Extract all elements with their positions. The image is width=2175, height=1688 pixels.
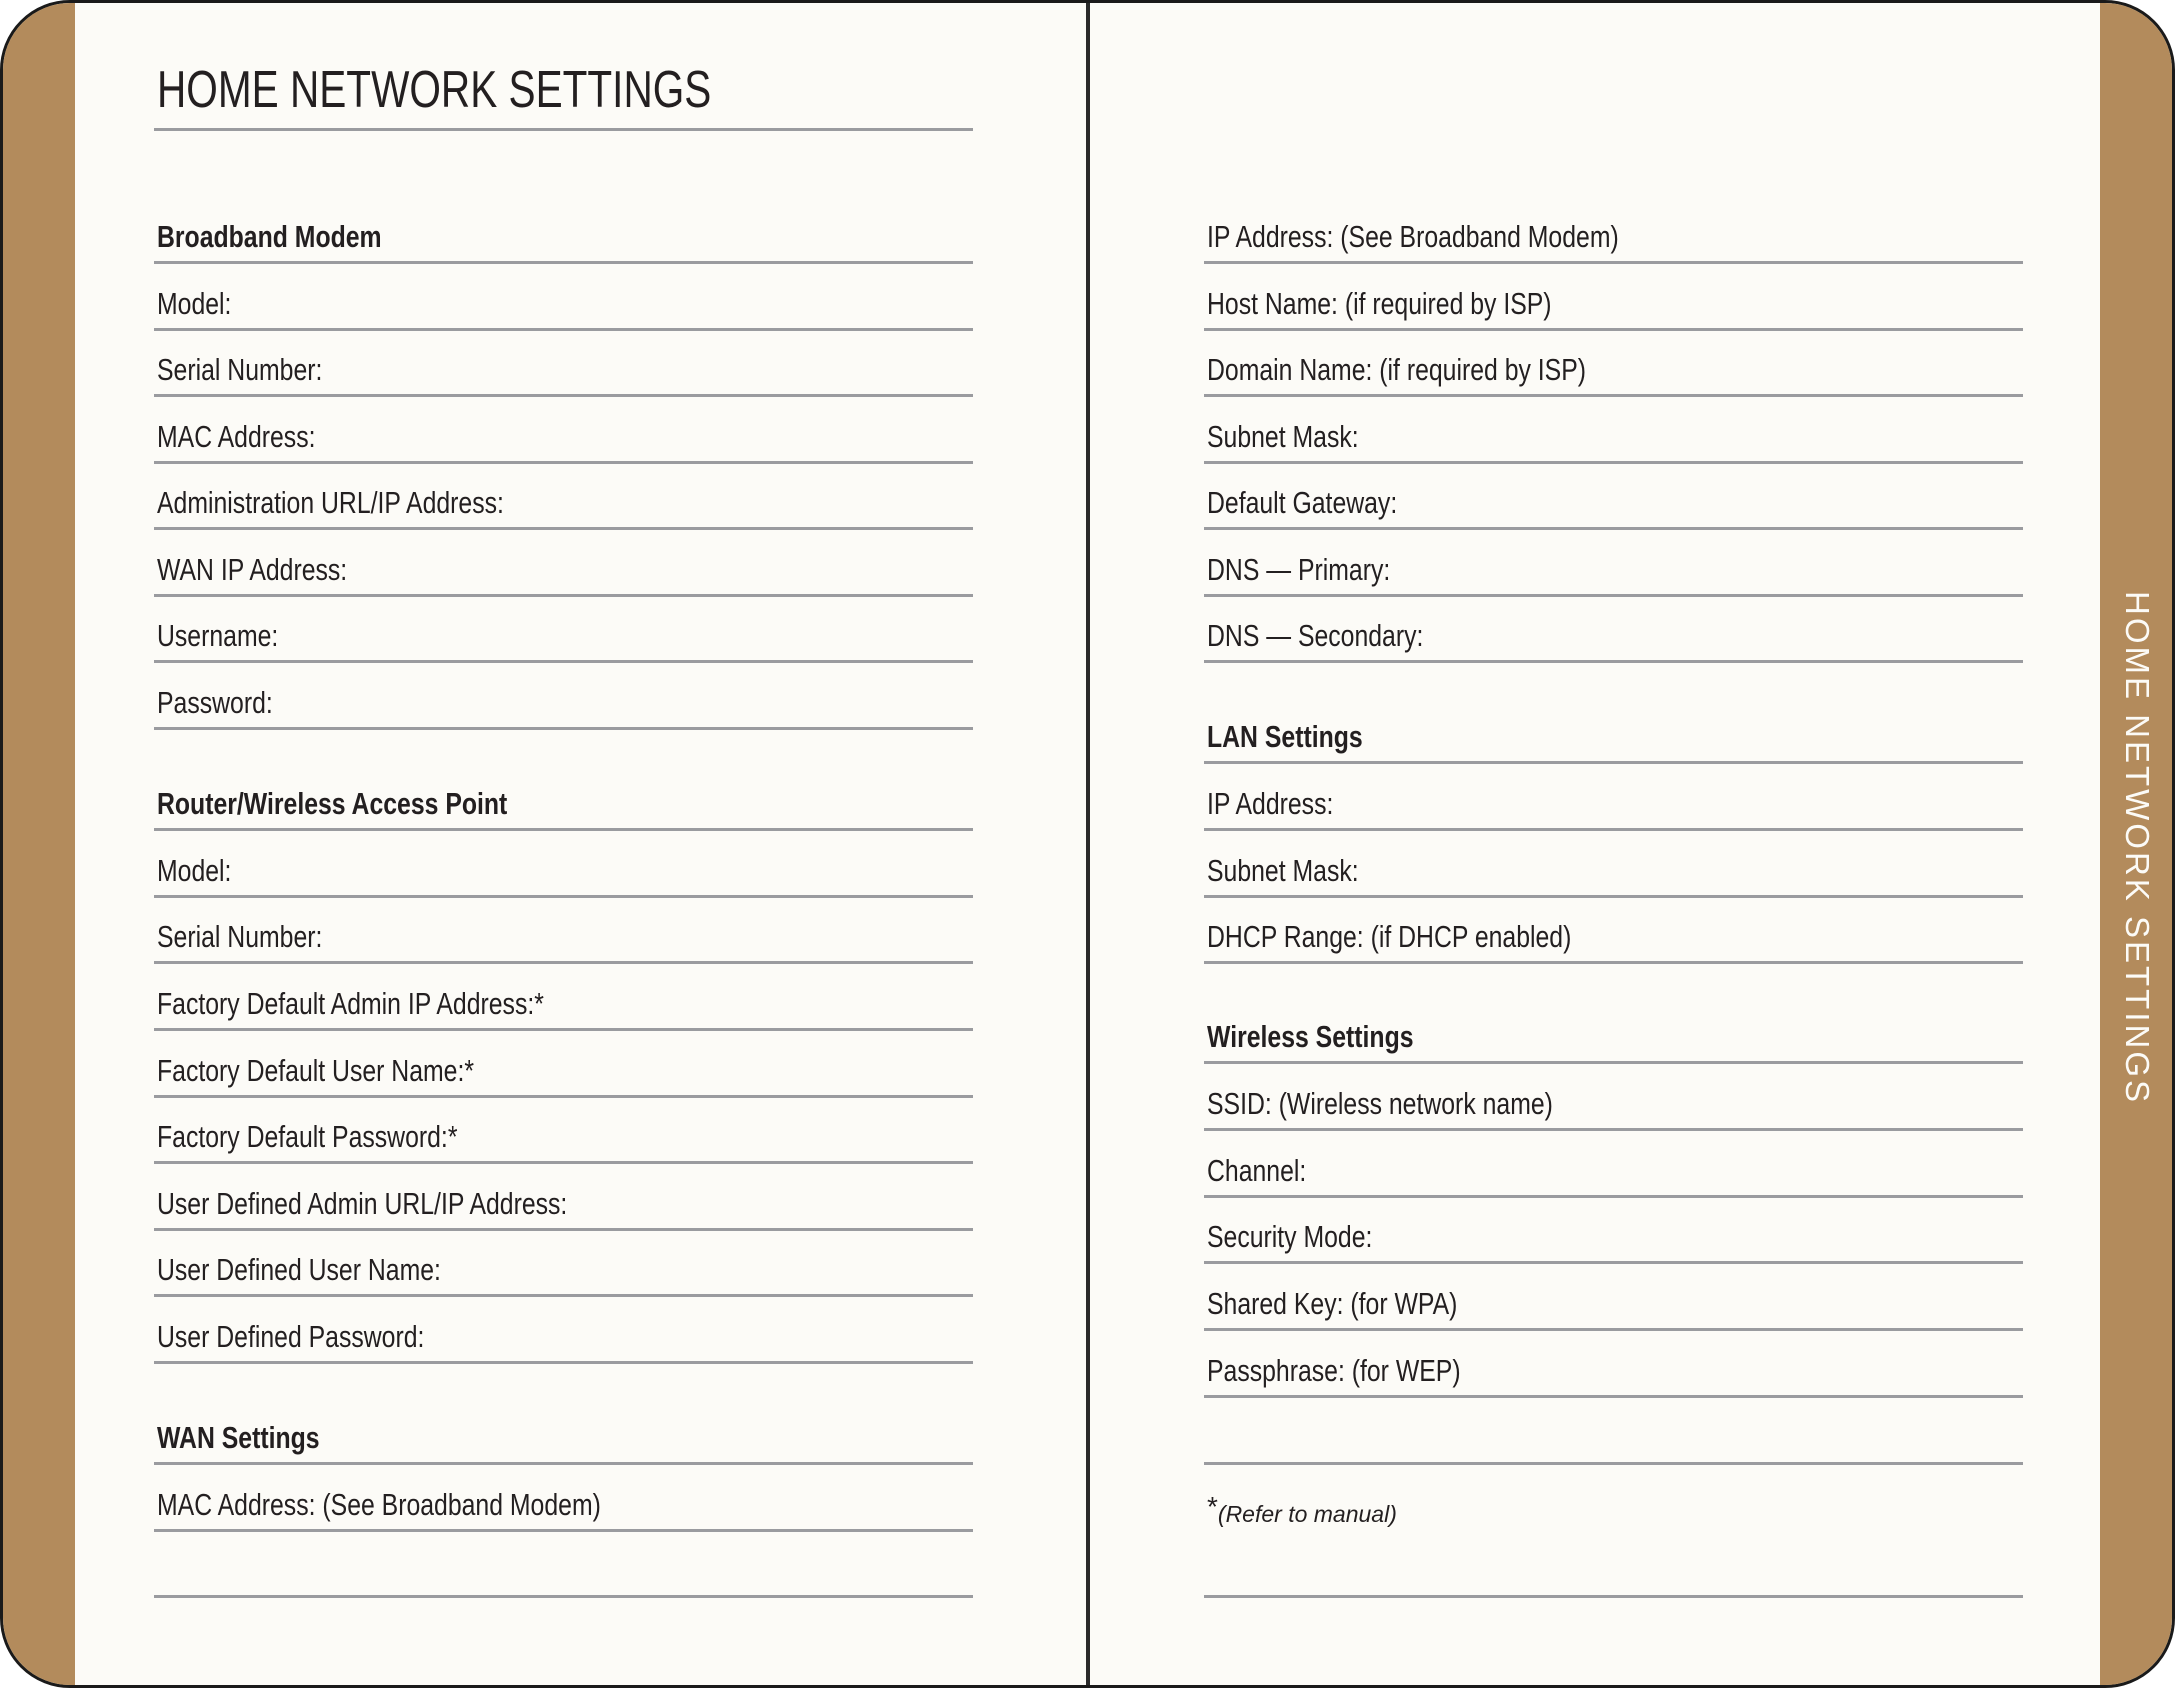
field-label: Domain Name: (if required by ISP) bbox=[1207, 352, 1587, 387]
asterisk-marker: * bbox=[1207, 1491, 1218, 1522]
field-router-user-password[interactable] bbox=[154, 1304, 973, 1364]
page-title-text: HOME NETWORK SETTINGS bbox=[157, 61, 712, 119]
field-label: Host Name: (if required by ISP) bbox=[1207, 286, 1552, 321]
field-label: DHCP Range: (if DHCP enabled) bbox=[1207, 919, 1572, 954]
field-wireless-shared-key[interactable] bbox=[1204, 1271, 2023, 1331]
field-modem-model[interactable] bbox=[154, 271, 973, 331]
field-wireless-security-mode[interactable] bbox=[1204, 1204, 2023, 1264]
side-tab-text: HOME NETWORK SETTINGS bbox=[2119, 590, 2157, 1106]
field-blank-line[interactable] bbox=[154, 1538, 973, 1598]
field-label: Shared Key: (for WPA) bbox=[1207, 1286, 1458, 1321]
field-router-factory-username[interactable] bbox=[154, 1038, 973, 1098]
field-wireless-passphrase[interactable] bbox=[1204, 1338, 2023, 1398]
field-label: MAC Address: bbox=[157, 419, 316, 454]
field-label: IP Address: bbox=[1207, 786, 1334, 821]
field-router-serial-number[interactable] bbox=[154, 904, 973, 964]
section-heading-text: WAN Settings bbox=[157, 1420, 320, 1455]
field-wan-dns-primary[interactable] bbox=[1204, 537, 2023, 597]
field-modem-username[interactable] bbox=[154, 603, 973, 663]
field-label: Passphrase: (for WEP) bbox=[1207, 1353, 1461, 1388]
section-heading-lan-settings bbox=[1204, 704, 2023, 764]
field-blank-line-bottom[interactable] bbox=[1204, 1538, 2023, 1598]
field-wan-mac-address[interactable] bbox=[154, 1472, 973, 1532]
field-wireless-ssid[interactable] bbox=[1204, 1071, 2023, 1131]
field-label: User Defined Password: bbox=[157, 1319, 425, 1354]
field-modem-serial-number[interactable] bbox=[154, 337, 973, 397]
side-tab-label bbox=[2107, 590, 2167, 1106]
field-label: Username: bbox=[157, 618, 279, 653]
field-modem-wan-ip[interactable] bbox=[154, 537, 973, 597]
field-label: Factory Default Admin IP Address:* bbox=[157, 986, 544, 1021]
field-wan-default-gateway[interactable] bbox=[1204, 470, 2023, 530]
field-label: Password: bbox=[157, 685, 273, 720]
section-heading-router bbox=[154, 771, 973, 831]
field-label: Model: bbox=[157, 853, 232, 888]
field-label: SSID: (Wireless network name) bbox=[1207, 1086, 1553, 1121]
section-heading-text: LAN Settings bbox=[1207, 719, 1363, 754]
field-label: Administration URL/IP Address: bbox=[157, 485, 504, 520]
field-modem-password[interactable] bbox=[154, 670, 973, 730]
footnote-text: (Refer to manual) bbox=[1217, 1501, 1397, 1527]
section-heading-text: Router/Wireless Access Point bbox=[157, 786, 508, 821]
field-label: User Defined User Name: bbox=[157, 1252, 441, 1287]
field-modem-admin-url[interactable] bbox=[154, 470, 973, 530]
field-label: WAN IP Address: bbox=[157, 552, 348, 587]
field-wan-domain-name[interactable] bbox=[1204, 337, 2023, 397]
field-router-user-admin-url[interactable] bbox=[154, 1171, 973, 1231]
field-lan-ip-address[interactable] bbox=[1204, 771, 2023, 831]
field-label: Model: bbox=[157, 286, 232, 321]
field-label: Subnet Mask: bbox=[1207, 419, 1359, 454]
field-label: Serial Number: bbox=[157, 352, 323, 387]
field-label: User Defined Admin URL/IP Address: bbox=[157, 1186, 568, 1221]
field-router-factory-password[interactable] bbox=[154, 1104, 973, 1164]
field-wan-ip-address[interactable] bbox=[1204, 204, 2023, 264]
field-label: Subnet Mask: bbox=[1207, 853, 1359, 888]
field-router-user-username[interactable] bbox=[154, 1237, 973, 1297]
field-blank-line[interactable] bbox=[1204, 1405, 2023, 1465]
field-router-model[interactable] bbox=[154, 838, 973, 898]
field-label: DNS — Secondary: bbox=[1207, 618, 1424, 653]
section-heading-wan-settings bbox=[154, 1405, 973, 1465]
section-heading-text: Broadband Modem bbox=[157, 219, 382, 254]
footnote bbox=[1207, 1491, 1397, 1528]
field-modem-mac-address[interactable] bbox=[154, 404, 973, 464]
field-label: Factory Default User Name:* bbox=[157, 1053, 474, 1088]
field-label: Channel: bbox=[1207, 1153, 1307, 1188]
field-wan-dns-secondary[interactable] bbox=[1204, 603, 2023, 663]
field-lan-dhcp-range[interactable] bbox=[1204, 904, 2023, 964]
field-label: Default Gateway: bbox=[1207, 485, 1398, 520]
left-cover-edge bbox=[3, 3, 75, 1685]
field-label: IP Address: (See Broadband Modem) bbox=[1207, 219, 1619, 254]
field-router-factory-admin-ip[interactable] bbox=[154, 971, 973, 1031]
field-wan-subnet-mask[interactable] bbox=[1204, 404, 2023, 464]
field-label: Serial Number: bbox=[157, 919, 323, 954]
field-label: Factory Default Password:* bbox=[157, 1119, 458, 1154]
section-heading-broadband-modem bbox=[154, 204, 973, 264]
field-wireless-channel[interactable] bbox=[1204, 1138, 2023, 1198]
section-heading-text: Wireless Settings bbox=[1207, 1019, 1414, 1054]
field-label: Security Mode: bbox=[1207, 1219, 1373, 1254]
page-gutter-divider bbox=[1086, 3, 1090, 1685]
field-lan-subnet-mask[interactable] bbox=[1204, 838, 2023, 898]
page-title bbox=[154, 61, 973, 131]
field-label: DNS — Primary: bbox=[1207, 552, 1391, 587]
section-heading-wireless-settings bbox=[1204, 1004, 2023, 1064]
field-label: MAC Address: (See Broadband Modem) bbox=[157, 1487, 601, 1522]
field-wan-host-name[interactable] bbox=[1204, 271, 2023, 331]
